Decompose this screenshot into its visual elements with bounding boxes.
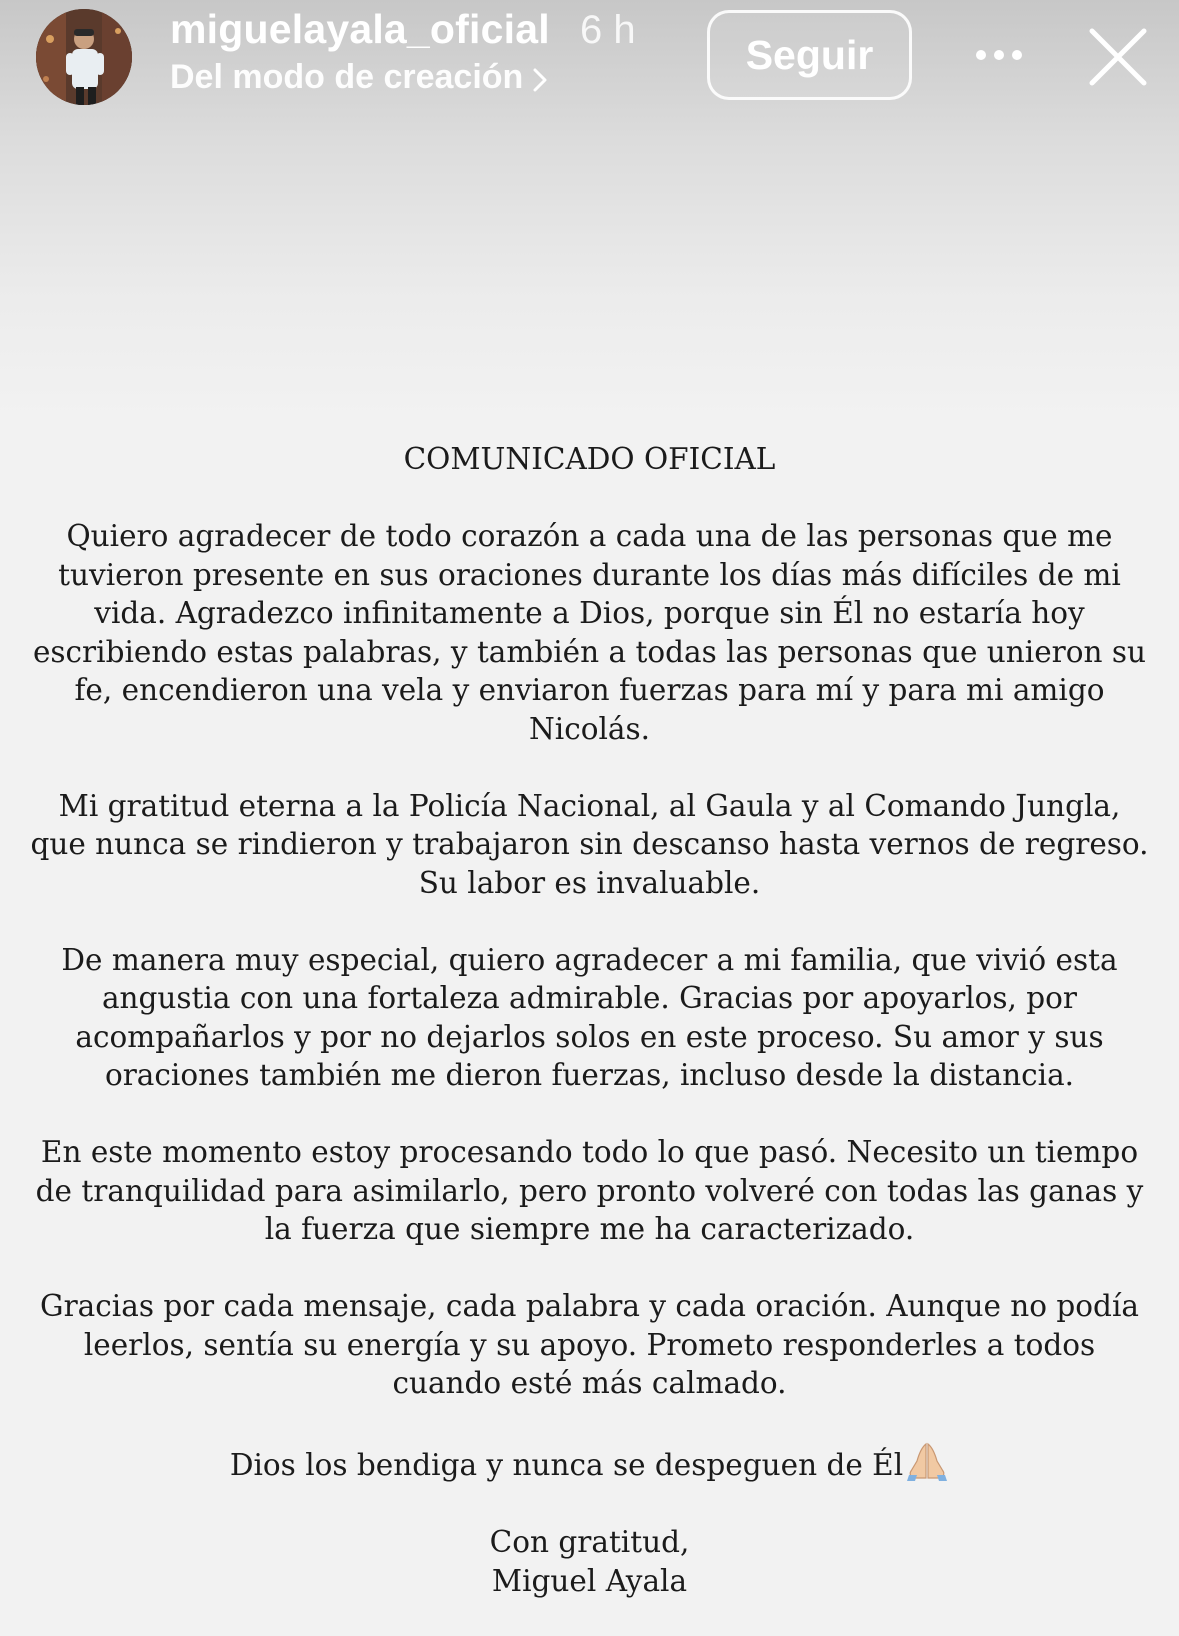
statement-paragraph-5: Gracias por cada mensaje, cada palabra y cada oración. Aunque no podía leerlos, sentía su energía y su apoyo. Prometo responderles a todos cuando esté más calmado. [40, 1289, 1139, 1400]
statement-signature: Miguel Ayala [491, 1563, 688, 1598]
username[interactable]: miguelayala_oficial [170, 6, 550, 52]
follow-button[interactable]: Seguir [707, 10, 912, 100]
creation-mode-label: Del modo de creación [170, 58, 524, 96]
statement-closing: Con gratitud, [489, 1525, 690, 1559]
statement-blessing [30, 1441, 1149, 1485]
creation-mode-link[interactable] [170, 58, 547, 97]
praying-hands-emoji-icon [905, 1441, 949, 1481]
blessing-text: Dios los bendiga y nunca se despeguen de Él [229, 1448, 904, 1482]
close-icon[interactable] [1086, 25, 1150, 89]
avatar[interactable] [36, 9, 132, 105]
statement-paragraph-4: En este momento estoy procesando todo lo que pasó. Necesito un tiempo de tranquilidad para asimilarlo, pero pronto volveré con todas las ganas y la fuerza que siempre me ha caracterizado. [35, 1135, 1144, 1246]
more-horizontal-icon[interactable] [975, 40, 1023, 70]
statement-paragraph-1: Quiero agradecer de todo corazón a cada una de las personas que me tuvieron presente en sus oraciones durante los días más difíciles de mi vida. Agradezco infinitamente a Dios, porque sin Él no estaría hoy escribiendo estas palabras, y también a todas las personas que unieron su fe, encendieron una vela y enviaron fuerzas para mí y para mi amigo Nicolás. [32, 519, 1147, 746]
statement-body [30, 440, 1149, 1600]
profile-photo-icon [36, 9, 132, 105]
post-time: 6 h [580, 8, 636, 52]
statement-paragraph-2: Mi gratitud eterna a la Policía Nacional, al Gaula y al Comando Jungla, que nunca se rindieron y trabajaron sin descanso hasta vernos de regreso. Su labor es invaluable. [30, 788, 1149, 900]
chevron-right-icon [533, 68, 547, 92]
statement-paragraph-3: De manera muy especial, quiero agradecer a mi familia, que vivió esta angustia con una fortaleza admirable. Gracias por apoyarlos, por acompañarlos y por no dejarlos solos en este proceso. Su amor y sus oraciones también me dieron fuerzas, incluso desde la distancia. [61, 942, 1118, 1092]
statement-heading: COMUNICADO OFICIAL [403, 442, 776, 476]
